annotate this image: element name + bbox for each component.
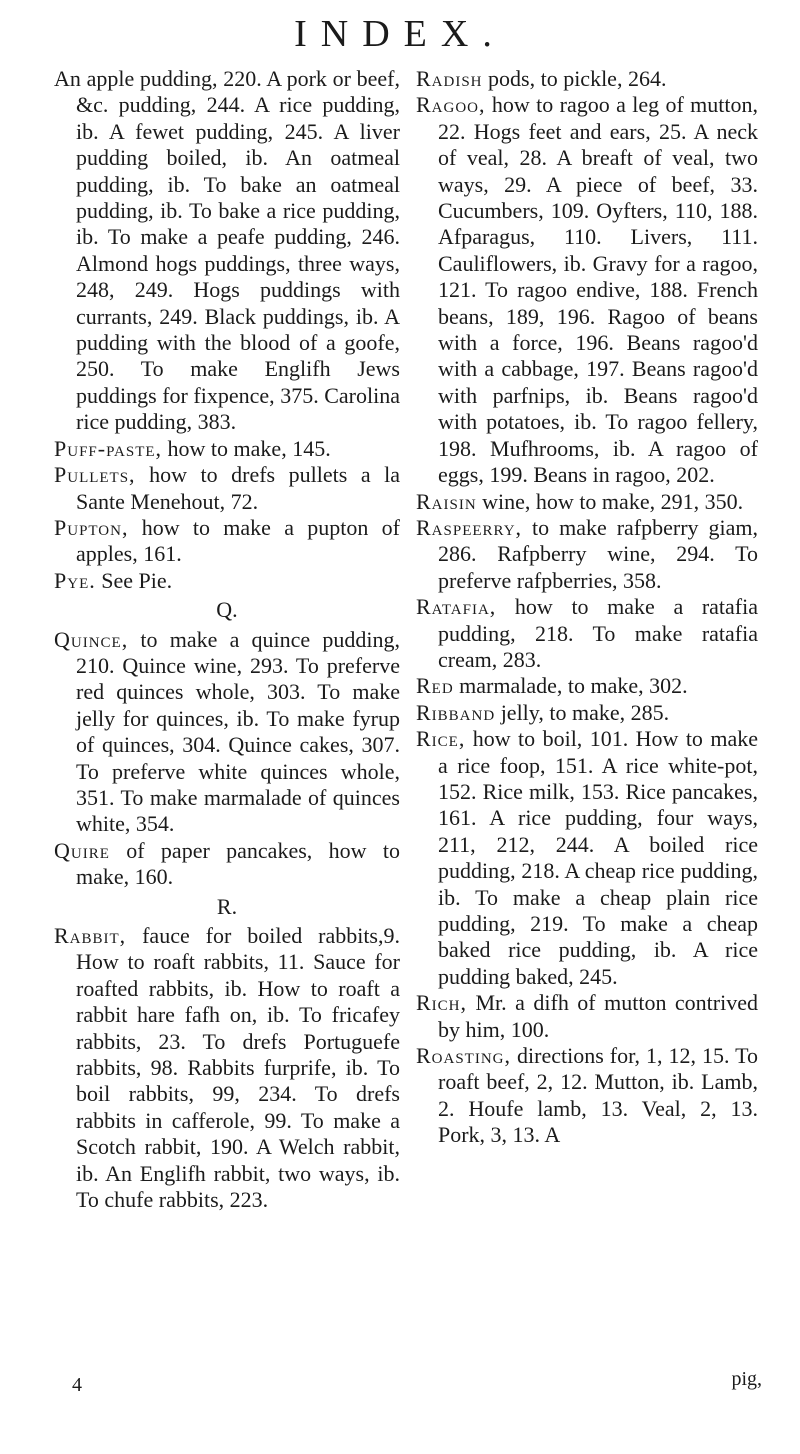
entry-head: Rich,	[416, 990, 468, 1016]
entry-head: Raspeerry,	[416, 514, 523, 540]
entry-head: Quire	[54, 837, 110, 863]
index-entry-ratafia	[416, 594, 758, 673]
index-entry-rabbit	[54, 923, 400, 1213]
section-letter-q: Q.	[216, 597, 238, 623]
entry-text: of paper pancakes, how to make, 160.	[76, 837, 400, 890]
entry-text: how to drefs pullets a la Sante Menehout, 72.	[76, 462, 400, 514]
index-entry-pudding	[54, 66, 400, 436]
entry-head: Puff-paste,	[54, 435, 163, 461]
index-entry-pullets	[54, 462, 400, 515]
entry-head: Ratafia,	[416, 594, 497, 620]
entry-head: Rice,	[416, 726, 466, 752]
entry-text: pods, to pickle, 264.	[482, 66, 667, 91]
right-column	[416, 66, 758, 1149]
entry-head: Raisin	[416, 488, 477, 514]
index-entry-ribband	[416, 700, 758, 726]
left-column	[54, 66, 400, 1213]
entry-text: jelly, to make, 285.	[495, 699, 670, 725]
page-header: INDEX.	[294, 13, 506, 55]
signature-mark: 4	[72, 1374, 82, 1396]
entry-text: how to make a ratafia pudding, 218. To make ratafia cream, 283.	[438, 594, 758, 672]
index-entry-radish	[416, 66, 758, 92]
index-entry-quire	[54, 838, 400, 891]
entry-text: An apple pudding, 220. A pork or beef, &c. pudding, 244. A rice pudding, ib. A fewet pudding, 245. A liver pudding boiled, ib. An oatmeal pudding, ib. To bake an oatmeal pudding, ib. To bake a rice pudding, ib. To make a peafe pudding, 246. Almond hogs puddings, three ways, 248, 249. Hogs puddings with currants, 249. Black puddings, ib. A pudding with the blood of a goofe, 250. To make Englifh Jews puddings for fixpence, 375. Carolina rice pudding, 383.	[54, 66, 400, 435]
index-entry-raisin	[416, 489, 758, 515]
entry-head: Red	[416, 673, 454, 699]
entry-text: See Pie.	[95, 567, 173, 593]
entry-head: Ribband	[416, 699, 496, 725]
entry-head: Pullets,	[54, 462, 136, 488]
entry-text: to make a quince pudding, 210. Quince wine, 293. To preferve red quinces whole, 303. To make jelly for quinces, ib. To make fyrup of quinces, 304. Quince cakes, 307. To preferve white quinces whole, 351. To make marmalade of quinces white, 354.	[76, 626, 400, 837]
entry-head: Ragoo,	[416, 92, 486, 118]
entry-text: how to make a pupton of apples, 161.	[76, 514, 400, 567]
entry-head: Pye.	[54, 567, 96, 593]
section-letter-r: R.	[216, 893, 238, 919]
entry-text: marmalade, to make, 302.	[453, 673, 688, 699]
index-entry-quince	[54, 627, 400, 838]
index-entry-ragoo	[416, 92, 758, 488]
index-entry-pye	[54, 568, 400, 594]
entry-head: Roasting,	[416, 1043, 512, 1069]
entry-text: wine, how to make, 291, 350.	[476, 488, 744, 514]
index-entry-red	[416, 673, 758, 699]
index-entry-rich	[416, 990, 758, 1043]
catchword: pig,	[731, 1368, 762, 1390]
entry-text: directions for, 1, 12, 15. To roaft beef, 2, 12. Mutton, ib. Lamb, 2. Houfe lamb, 13. Veal, 2, 13. Pork, 3, 13. A	[438, 1043, 758, 1148]
index-entry-pupton	[54, 515, 400, 568]
entry-head: Quince,	[54, 626, 129, 652]
entry-head: Rabbit,	[54, 923, 127, 948]
entry-head: Radish	[416, 66, 483, 91]
entry-text: how to ragoo a leg of mutton, 22. Hogs feet and ears, 25. A neck of veal, 28. A breaft of veal, two ways, 29. A piece of beef, 33. Cucumbers, 109. Oyfters, 110, 188. Afparagus, 110. Livers, 111. Cauliflowers, ib. Gravy for a ragoo, 121. To ragoo endive, 188. French beans, 189, 196. Ragoo of beans with a force, 196. Beans ragoo'd with a cabbage, 197. Beans ragoo'd with parfnips, ib. Beans ragoo'd with potatoes, ib. To ragoo fellery, 198. Mufhrooms, ib. A ragoo of eggs, 199. Beans in ragoo, 202.	[438, 92, 758, 488]
index-entry-rice	[416, 726, 758, 990]
entry-text: how to make, 145.	[162, 435, 331, 461]
index-entry-roasting	[416, 1043, 758, 1149]
index-entry-raspberry	[416, 515, 758, 594]
entry-head: Pupton,	[54, 514, 129, 540]
entry-text: fauce for boiled rabbits,9. How to roaft rabbits, 11. Sauce for roafted rabbits, ib. How to roaft a rabbit hare fafh on, ib. To fricafey rabbits, 23. To drefs Portuguefe rabbits, 98. Rabbits furprife, ib. To boil rabbits, 99, 234. To drefs rabbits in cafferole, 99. To make a Scotch rabbit, 190. A Welch rabbit, ib. An Englifh rabbit, two ways, ib. To chufe rabbits, 223.	[76, 923, 400, 1213]
entry-text: to make rafpberry giam, 286. Rafpberry wine, 294. To preferve rafpberries, 358.	[438, 514, 758, 593]
entry-text: how to boil, 101. How to make a rice foop, 151. A rice white-pot, 152. Rice milk, 153. Rice pancakes, 161. A rice pudding, four ways, 211, 212, 244. A boiled rice pudding, 218. A cheap rice pudding, ib. To make a cheap plain rice pudding, 219. To make a cheap baked rice pudding, ib. A rice pudding baked, 245.	[438, 726, 758, 989]
entry-text: Mr. a difh of mutton contrived by him, 100.	[438, 990, 758, 1042]
index-entry-puff-paste	[54, 436, 400, 462]
